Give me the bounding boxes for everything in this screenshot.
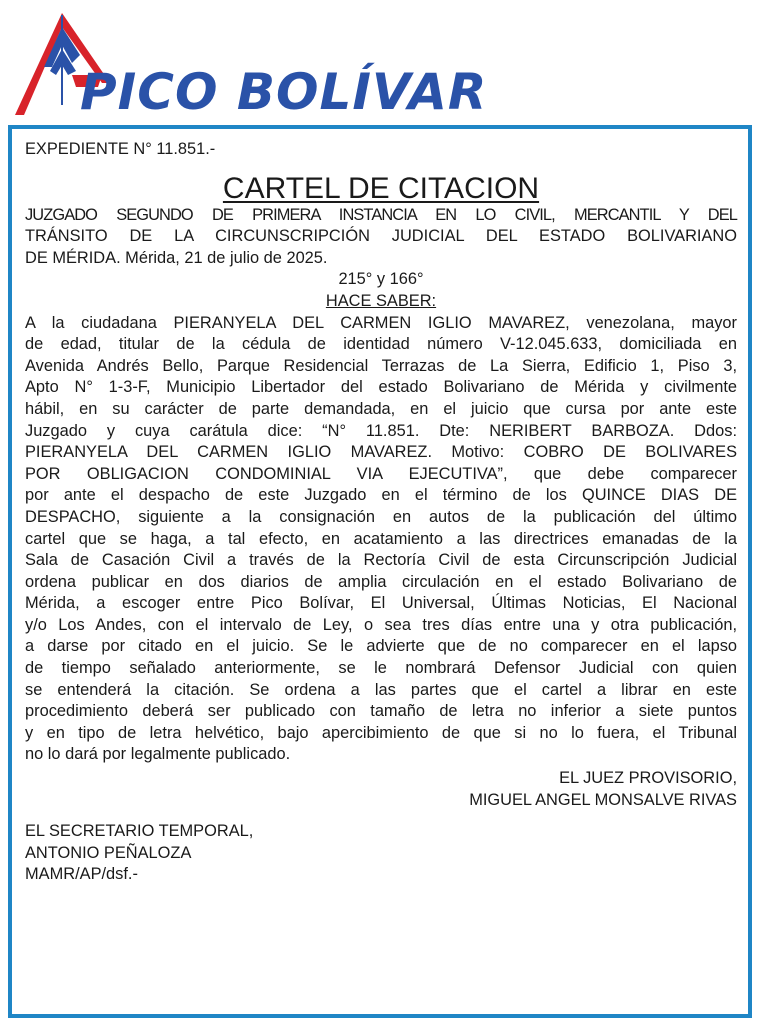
logo-wordmark: PICO BOLÍVAR: [80, 63, 488, 121]
body-line: y en tipo de letra helvético, bajo apercibimiento de que si no lo fuera, el Tribunal: [25, 723, 737, 742]
body-line: hábil, en su carácter de parte demandada, en el juicio que cursa por ante este: [25, 399, 737, 418]
body-line: por ante el despacho de este Juzgado en el término de los QUINCE DIAS DE: [25, 486, 737, 505]
body-line: DESPACHO, siguiente a la consignación en autos de la publicación del último: [25, 507, 737, 526]
court-line: JUZGADO SEGUNDO DE PRIMERA INSTANCIA EN LO CIVIL, MERCANTIL Y DEL: [25, 205, 737, 224]
notice-frame: [8, 125, 752, 1018]
years-line: 215° y 166°: [338, 270, 424, 289]
judge-name: MIGUEL ANGEL MONSALVE RIVAS: [469, 790, 737, 809]
secretary-title: EL SECRETARIO TEMPORAL,: [25, 822, 254, 841]
body-line: PIERANYELA DEL CARMEN IGLIO MAVAREZ. Motivo: COBRO DE BOLIVARES: [25, 443, 737, 462]
judge-title: EL JUEZ PROVISORIO,: [559, 769, 737, 788]
notice-content: [25, 139, 737, 886]
body-line: POR OBLIGACION CONDOMINIAL VIA EJECUTIVA”, que debe comparecer: [25, 464, 737, 483]
secretary-signature: [25, 821, 737, 886]
expediente-number: EXPEDIENTE N° 11.851.-: [25, 140, 216, 158]
body-line: de tiempo señalado anteriormente, se le nombrará Defensor Judicial con quien: [25, 659, 737, 678]
body-line: ordena publicar en dos diarios de amplia circulación en el estado Bolivariano de: [25, 572, 737, 591]
body-line: Mérida, a escoger entre Pico Bolívar, El Universal, Últimas Noticias, El Nacional: [25, 594, 737, 613]
body-line: a darse por citado en el juicio. Se le advierte que de no comparecer en el lapso: [25, 637, 737, 656]
court-header: [25, 205, 737, 270]
body-line: de edad, titular de la cédula de identidad número V-12.045.633, domiciliada en: [25, 335, 737, 354]
notice-body: [25, 313, 737, 766]
body-line: Sala de Casación Civil a través de la Rectoría Civil de esta Circunscripción Judicial: [25, 551, 737, 570]
judge-signature: [25, 768, 737, 811]
body-line: A la ciudadana PIERANYELA DEL CARMEN IGLIO MAVAREZ, venezolana, mayor: [25, 313, 737, 332]
notice-title: CARTEL DE CITACION: [222, 171, 540, 205]
body-line: Juzgado y cuya carátula dice: “N° 11.851. Dte: NERIBERT BARBOZA. Ddos:: [25, 421, 737, 440]
body-line: y/o Los Andes, con el intervalo de Ley, o sea tres días entre una y otra publicación,: [25, 615, 737, 634]
hace-saber-row: [25, 291, 737, 313]
court-line: DE MÉRIDA. Mérida, 21 de julio de 2025.: [25, 248, 328, 267]
pico-bolivar-logo: [10, 5, 488, 121]
logo-mountain-icon: [10, 5, 488, 121]
body-line: cartel que se haga, a tal efecto, en acatamiento a las directrices emanadas de la: [25, 529, 737, 548]
document-initials: MAMR/AP/dsf.-: [25, 865, 138, 884]
body-line: se entenderá la citación. Se ordena a las partes que el cartel a librar en este: [25, 680, 737, 699]
body-line: no lo dará por legalmente publicado.: [25, 745, 291, 764]
body-line: procedimiento deberá ser publicado con tamaño de letra no inferior a siete puntos: [25, 702, 737, 721]
hace-saber-heading: HACE SABER:: [325, 291, 437, 310]
body-line: Apto N° 1-3-F, Municipio Libertador del estado Bolivariano de Mérida y civilmente: [25, 378, 737, 397]
body-line: Avenida Andrés Bello, Parque Residencial Terrazas de La Sierra, Edificio 1, Piso 3,: [25, 356, 737, 375]
court-line: TRÁNSITO DE LA CIRCUNSCRIPCIÓN JUDICIAL DEL ESTADO BOLIVARIANO: [25, 227, 737, 246]
secretary-name: ANTONIO PEÑALOZA: [25, 843, 192, 862]
